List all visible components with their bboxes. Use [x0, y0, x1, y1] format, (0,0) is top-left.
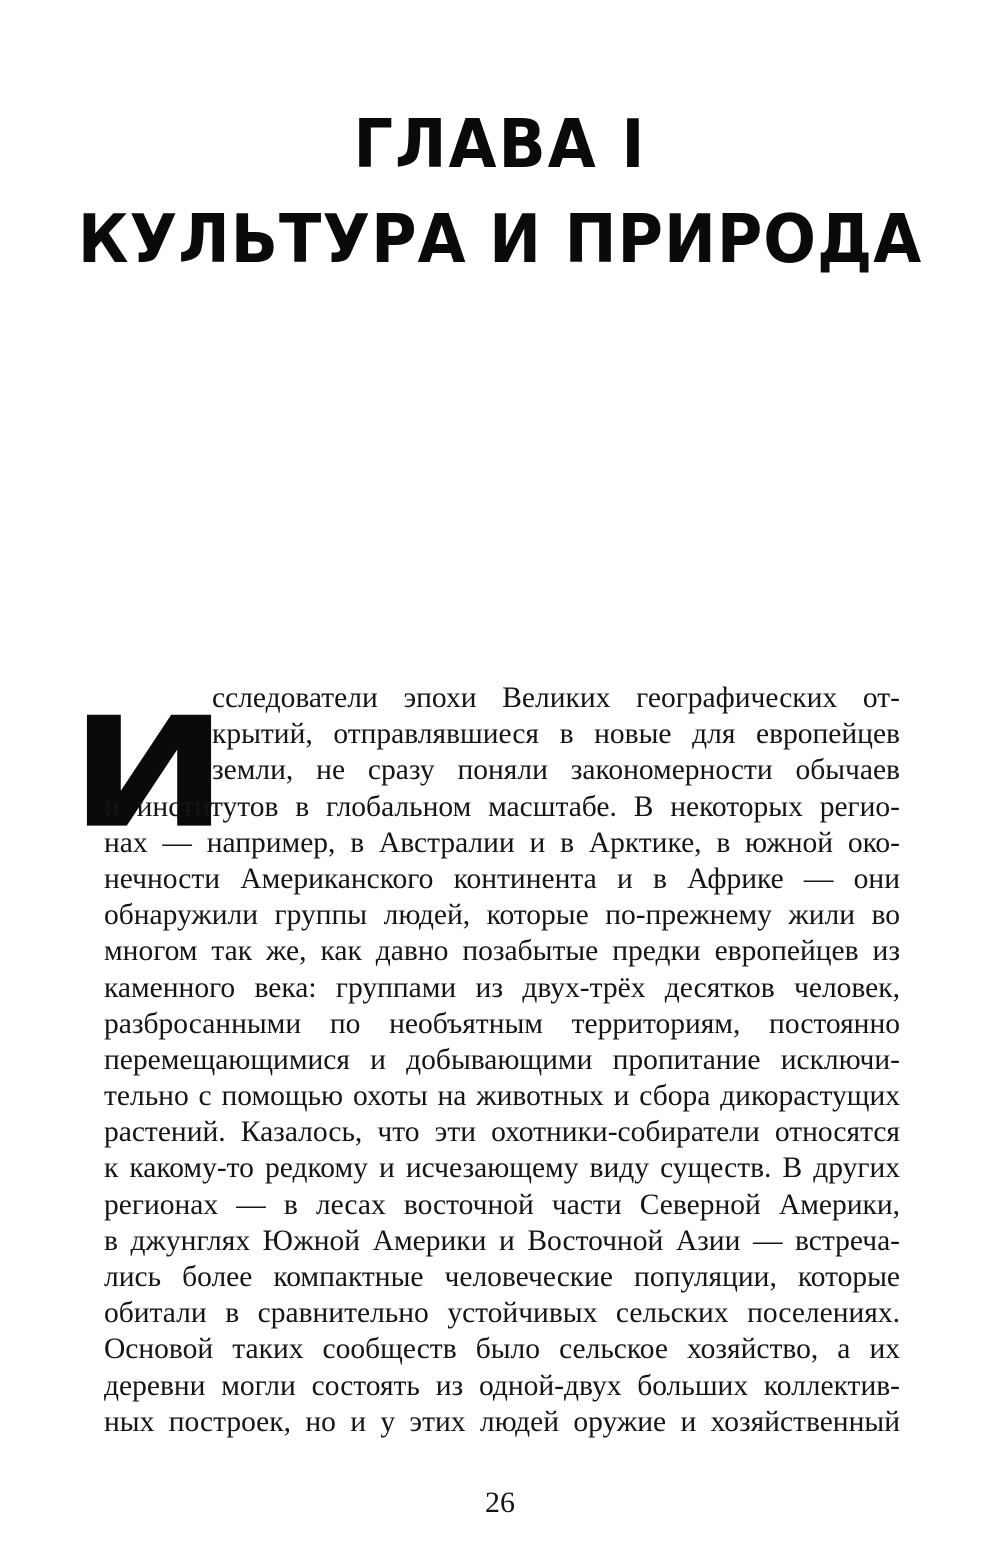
text-line: тельно с помощью охоты на животных и сбора дикорастущих [104, 1080, 900, 1113]
text-line: лись более компактные человеческие популяции, которые [104, 1261, 900, 1293]
text-line: перемещающимися и добывающими пропитание исключи- [104, 1043, 900, 1076]
text-line: растений. Казалось, что эти охотники-собиратели относятся [104, 1116, 900, 1149]
chapter-heading [0, 103, 1000, 280]
page-number: 26 [485, 1486, 515, 1519]
text-line: ных построек, но и у этих людей оружие и хозяйственный [104, 1405, 900, 1438]
text-line: деревни могли состоять из одной-двух больших коллектив- [104, 1369, 900, 1402]
text-line: сследователи эпохи Великих географических от- [212, 682, 900, 714]
chapter-title: КУЛЬТУРА И ПРИРОДА [77, 199, 923, 279]
text-line: нечности Американского континента и в Африке — они [104, 862, 900, 895]
text-line: земли, не сразу поняли закономерности обычаев [212, 754, 900, 787]
text-line: Основой таких сообществ было сельское хозяйство, а их [104, 1333, 900, 1366]
drop-cap-letter: И [69, 684, 229, 862]
text-line: в джунглях Южной Америки и Восточной Азии — встреча- [104, 1224, 900, 1257]
text-line: многом так же, как давно позабытые предки европейцев из [104, 935, 900, 968]
text-line: каменного века: группами из двух-трёх десятков человек, [104, 971, 900, 1004]
text-line: разбросанными по необъятным территориям, постоянно [104, 1007, 900, 1040]
text-line: обитали в сравнительно устойчивых сельских поселениях. [104, 1297, 900, 1330]
text-line: регионах — в лесах восточной части Северной Америки, [104, 1188, 900, 1221]
chapter-number: ГЛАВА I [353, 104, 647, 184]
text-line: обнаружили группы людей, которые по-прежнему жили во [104, 899, 900, 932]
body-text [104, 680, 900, 1440]
text-line: к какому-то редкому и исчезающему виду существ. В других [104, 1152, 900, 1185]
text-line: крытий, отправлявшиеся в новые для европейцев [212, 718, 900, 751]
text-line: нах — например, в Австралии и в Арктике, в южной око- [104, 826, 900, 859]
text-line: и институтов в глобальном масштабе. В некоторых регио- [104, 790, 900, 823]
